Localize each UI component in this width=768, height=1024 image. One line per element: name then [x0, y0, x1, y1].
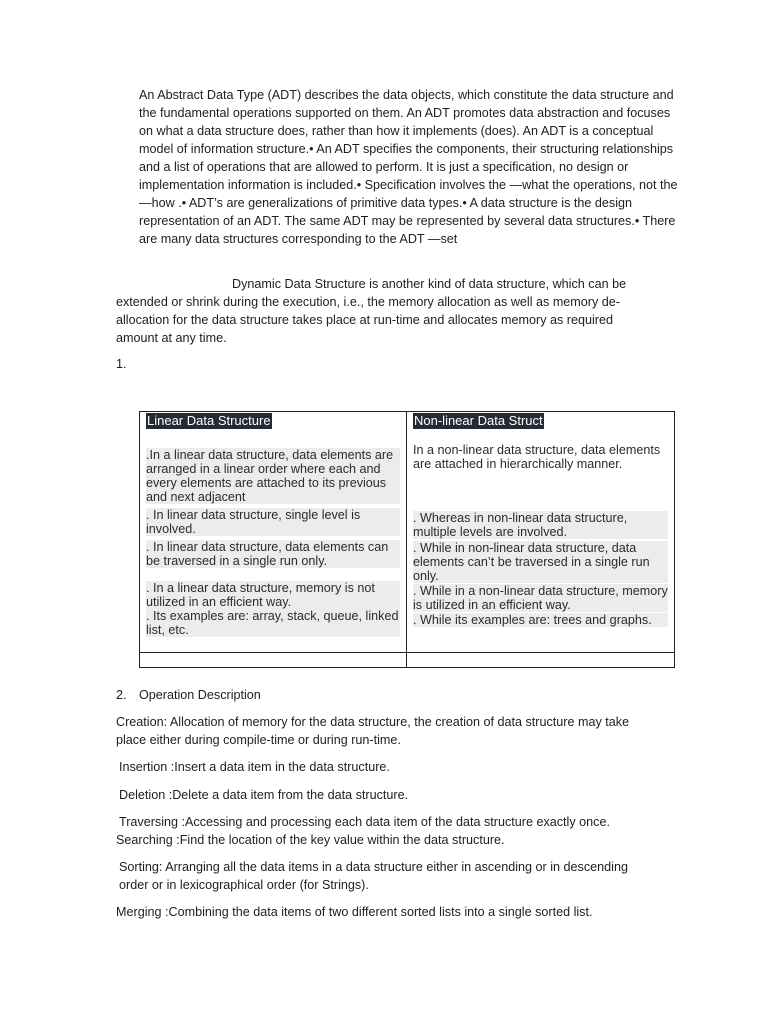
- nonlinear-point-3: . While in non-linear data structure, data elements can’t be traversed in a single run only.: [413, 541, 668, 583]
- linear-point-3: . In linear data structure, data elements can be traversed in a single run only.: [146, 540, 400, 568]
- nonlinear-column-cell: [407, 412, 675, 653]
- empty-cell: [140, 653, 407, 668]
- operation-description-heading: [116, 686, 656, 704]
- dynamic-data-structure-paragraph: Dynamic Data Structure is another kind of data structure, which can be extended or shrink during the execution, i.e., the memory allocation as well as memory de-allocation for the data structure takes place at run-time and allocates memory as required amount at any time.: [116, 277, 627, 345]
- table-row: [140, 653, 675, 668]
- nonlinear-point-4: . While in a non-linear data structure, memory is utilized in an efficient way.: [413, 584, 668, 612]
- table-row: [140, 412, 675, 653]
- linear-point-2: . In linear data structure, single level is involved.: [146, 508, 400, 536]
- nonlinear-header: Non-linear Data Struct: [414, 413, 543, 428]
- nonlinear-point-2: . Whereas in non-linear data structure, multiple levels are involved.: [413, 511, 668, 539]
- insertion-text: Insertion :Insert a data item in the data structure.: [119, 760, 390, 774]
- traversing-text: Traversing :Accessing and processing each data item of the data structure exactly once.: [119, 815, 610, 829]
- deletion-text: Deletion :Delete a data item from the data structure.: [119, 788, 409, 802]
- list-number-1: 1.: [116, 357, 127, 371]
- comparison-table: [139, 411, 675, 668]
- nonlinear-point-1: In a non-linear data structure, data elements are attached in hierarchically manner.: [413, 443, 661, 471]
- linear-point-4: . In a linear data structure, memory is not utilized in an efficient way.: [146, 581, 400, 609]
- merging-text: Merging :Combining the data items of two different sorted lists into a single sorted list.: [116, 905, 593, 919]
- adt-paragraph: An Abstract Data Type (ADT) describes the data objects, which constitute the data structure and the fundamental operations supported on them. An ADT promotes data abstraction and focuses on what a data structure does, rather than how it implements (does). An ADT is a conceptual model of information structure.• An ADT specifies the components, their structuring relationships and a list of operations that are allowed to perform. It is just a specification, no design or implementation information is included.• Specification involves the —what the operations, not the —how .• ADT’s are generalizations of primitive data types.• A data structure is the design representation of an ADT. The same ADT may be represented by several data structures.• There are many data structures corresponding to the ADT —set: [139, 88, 678, 246]
- linear-point-1: .In a linear data structure, data elements are arranged in a linear order where each and every elements are attached to its previous and next adjacent: [146, 448, 400, 504]
- searching-text: Searching :Find the location of the key value within the data structure.: [116, 833, 505, 847]
- list-number-2: 2.: [116, 688, 127, 702]
- operation-description-title: Operation Description: [139, 688, 261, 702]
- creation-text: Creation: Allocation of memory for the data structure, the creation of data structure may take place either during compile-time or during run-time.: [116, 715, 630, 747]
- linear-point-5: . Its examples are: array, stack, queue, linked list, etc.: [146, 609, 399, 637]
- linear-header: Linear Data Structure: [147, 413, 271, 428]
- empty-cell: [407, 653, 675, 668]
- sorting-text: Sorting: Arranging all the data items in a data structure either in ascending or in descending order or in lexicographical order (for Strings).: [119, 860, 628, 892]
- linear-column-cell: [140, 412, 407, 653]
- traversing-searching-block: [116, 813, 656, 849]
- nonlinear-point-5: . While its examples are: trees and graphs.: [413, 613, 668, 627]
